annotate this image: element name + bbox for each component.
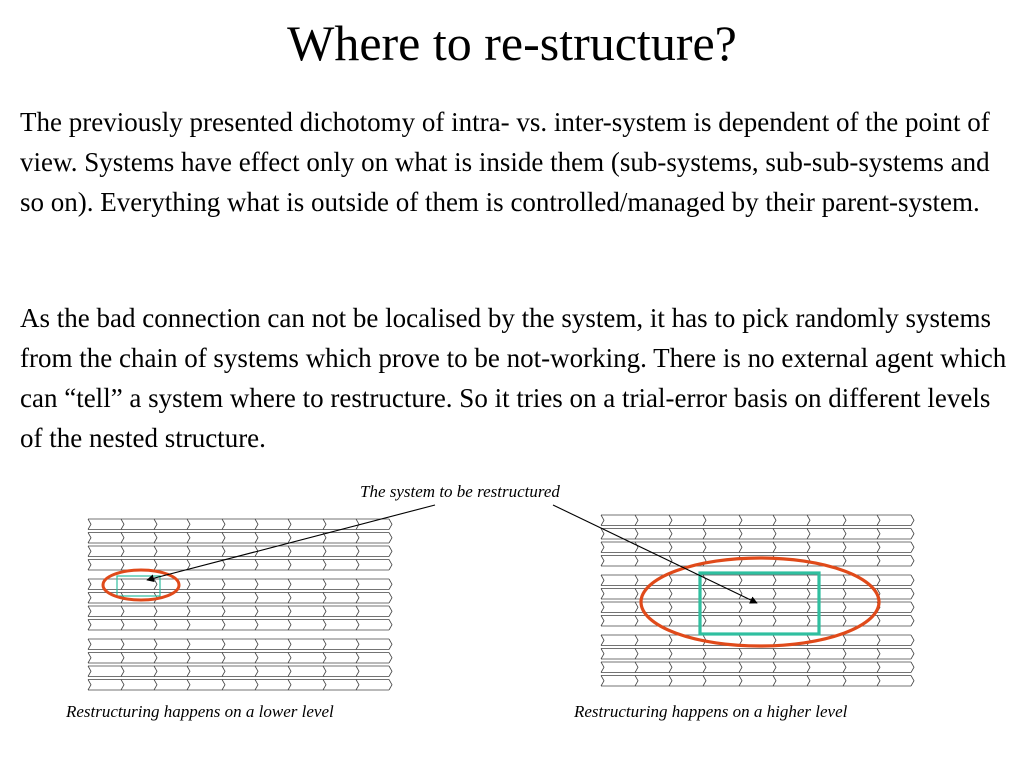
cell-connector	[807, 589, 810, 600]
cell-connector	[807, 602, 810, 613]
cell-connector	[389, 546, 392, 557]
cell-connector	[187, 639, 190, 650]
cell-connector	[773, 662, 776, 673]
cell-connector	[389, 560, 392, 571]
cell-connector	[877, 616, 880, 627]
cell-connector	[356, 666, 359, 677]
right-system-grid	[601, 515, 914, 686]
left-caption: Restructuring happens on a lower level	[66, 702, 334, 721]
cell-connector	[121, 593, 124, 604]
cell-connector	[877, 556, 880, 567]
cell-connector	[121, 666, 124, 677]
cell-connector	[356, 593, 359, 604]
cell-connector	[877, 649, 880, 660]
cell-connector	[222, 666, 225, 677]
cell-connector	[323, 533, 326, 544]
cell-connector	[635, 676, 638, 687]
cell-connector	[635, 589, 638, 600]
cell-connector	[356, 639, 359, 650]
cell-connector	[703, 542, 706, 553]
cell-connector	[187, 666, 190, 677]
cell-connector	[601, 529, 604, 540]
cell-connector	[154, 560, 157, 571]
cell-connector	[773, 602, 776, 613]
cell-connector	[703, 602, 706, 613]
cell-connector	[154, 519, 157, 530]
cell-connector	[911, 676, 914, 687]
cell-connector	[187, 579, 190, 590]
cell-connector	[323, 546, 326, 557]
cell-connector	[635, 602, 638, 613]
cell-connector	[121, 606, 124, 617]
cell-connector	[635, 556, 638, 567]
cell-connector	[773, 649, 776, 660]
cell-connector	[222, 606, 225, 617]
left-restructure-ellipse	[103, 570, 179, 600]
cell-connector	[739, 575, 742, 586]
cell-connector	[669, 616, 672, 627]
cell-connector	[601, 575, 604, 586]
cell-connector	[121, 533, 124, 544]
cell-connector	[669, 542, 672, 553]
cell-connector	[255, 639, 258, 650]
cell-connector	[843, 676, 846, 687]
cell-connector	[356, 533, 359, 544]
cell-connector	[187, 680, 190, 691]
cell-connector	[877, 529, 880, 540]
right-caption: Restructuring happens on a higher level	[574, 702, 848, 721]
cell-connector	[187, 560, 190, 571]
cell-connector	[635, 616, 638, 627]
cell-connector	[911, 515, 914, 526]
cell-connector	[288, 533, 291, 544]
cell-connector	[911, 529, 914, 540]
cell-connector	[255, 606, 258, 617]
slide-title: Where to re-structure?	[287, 15, 737, 71]
cell-connector	[877, 589, 880, 600]
cell-connector	[843, 662, 846, 673]
cell-connector	[601, 616, 604, 627]
cell-connector	[222, 680, 225, 691]
cell-connector	[877, 635, 880, 646]
cell-connector	[88, 666, 91, 677]
cell-connector	[288, 620, 291, 631]
cell-connector	[88, 579, 91, 590]
cell-connector	[601, 556, 604, 567]
cell-connector	[88, 560, 91, 571]
cell-connector	[121, 560, 124, 571]
cell-connector	[356, 519, 359, 530]
cell-connector	[911, 556, 914, 567]
cell-connector	[635, 515, 638, 526]
cell-connector	[807, 662, 810, 673]
cell-connector	[703, 589, 706, 600]
cell-connector	[669, 649, 672, 660]
cell-connector	[323, 639, 326, 650]
cell-connector	[635, 649, 638, 660]
cell-connector	[255, 546, 258, 557]
cell-connector	[773, 556, 776, 567]
cell-connector	[601, 676, 604, 687]
cell-connector	[255, 579, 258, 590]
cell-connector	[703, 662, 706, 673]
cell-connector	[703, 556, 706, 567]
left-highlight-box	[117, 576, 160, 596]
cell-connector	[669, 662, 672, 673]
cell-connector	[703, 515, 706, 526]
cell-connector	[703, 575, 706, 586]
cell-connector	[88, 546, 91, 557]
cell-connector	[601, 589, 604, 600]
cell-connector	[323, 593, 326, 604]
cell-connector	[843, 649, 846, 660]
cell-connector	[121, 680, 124, 691]
cell-connector	[323, 653, 326, 664]
cell-connector	[877, 575, 880, 586]
cell-connector	[703, 616, 706, 627]
cell-connector	[88, 606, 91, 617]
cell-connector	[121, 546, 124, 557]
cell-connector	[773, 589, 776, 600]
cell-connector	[288, 680, 291, 691]
cell-connector	[154, 533, 157, 544]
cell-connector	[88, 639, 91, 650]
cell-connector	[773, 542, 776, 553]
cell-connector	[187, 519, 190, 530]
cell-connector	[843, 602, 846, 613]
cell-connector	[356, 560, 359, 571]
cell-connector	[773, 676, 776, 687]
cell-connector	[807, 616, 810, 627]
paragraph-viewpoint: The previously presented dichotomy of intra- vs. inter-system is dependent of the point of view. Systems have effect only on what is inside them (sub-systems, sub-sub-systems and so on). Everything what is outside of them is controlled/managed by their parent-system.	[20, 107, 990, 217]
cell-connector	[601, 602, 604, 613]
cell-connector	[389, 680, 392, 691]
cell-connector	[356, 680, 359, 691]
cell-connector	[187, 533, 190, 544]
cell-connector	[601, 662, 604, 673]
cell-connector	[601, 649, 604, 660]
cell-connector	[288, 639, 291, 650]
cell-connector	[669, 556, 672, 567]
cell-connector	[255, 519, 258, 530]
right-highlight-box	[700, 573, 819, 634]
cell-connector	[389, 533, 392, 544]
overlays	[103, 505, 879, 646]
cell-connector	[911, 662, 914, 673]
cell-connector	[88, 653, 91, 664]
cell-connector	[389, 620, 392, 631]
cell-connector	[154, 653, 157, 664]
cell-connector	[389, 653, 392, 664]
cell-connector	[669, 575, 672, 586]
cell-connector	[255, 666, 258, 677]
cell-connector	[288, 579, 291, 590]
cell-connector	[773, 635, 776, 646]
cell-connector	[773, 575, 776, 586]
cell-connector	[635, 635, 638, 646]
cell-connector	[635, 575, 638, 586]
cell-connector	[187, 606, 190, 617]
cell-connector	[911, 649, 914, 660]
cell-connector	[222, 593, 225, 604]
cell-connector	[154, 606, 157, 617]
cell-connector	[843, 575, 846, 586]
cell-connector	[703, 529, 706, 540]
cell-connector	[703, 676, 706, 687]
cell-connector	[222, 560, 225, 571]
cell-connector	[389, 593, 392, 604]
cell-connector	[773, 616, 776, 627]
cell-connector	[739, 589, 742, 600]
cell-connector	[288, 606, 291, 617]
cell-connector	[154, 639, 157, 650]
cell-connector	[88, 593, 91, 604]
cell-connector	[323, 680, 326, 691]
cell-connector	[703, 635, 706, 646]
cell-connector	[389, 666, 392, 677]
cell-connector	[911, 635, 914, 646]
cell-connector	[323, 579, 326, 590]
cell-connector	[739, 515, 742, 526]
pointer-arrow-right	[553, 505, 757, 603]
cell-connector	[601, 635, 604, 646]
cell-connector	[323, 560, 326, 571]
cell-connector	[222, 533, 225, 544]
cell-connector	[843, 515, 846, 526]
cell-connector	[911, 589, 914, 600]
cell-connector	[739, 616, 742, 627]
cell-connector	[739, 649, 742, 660]
cell-connector	[154, 680, 157, 691]
cell-connector	[88, 533, 91, 544]
cell-connector	[187, 546, 190, 557]
cell-connector	[739, 542, 742, 553]
cell-connector	[222, 653, 225, 664]
cell-connector	[773, 529, 776, 540]
cell-connector	[356, 606, 359, 617]
left-system-grid	[88, 519, 392, 690]
cell-connector	[121, 639, 124, 650]
cell-connector	[843, 589, 846, 600]
cell-connector	[807, 676, 810, 687]
cell-connector	[288, 560, 291, 571]
cell-connector	[739, 602, 742, 613]
cell-connector	[222, 639, 225, 650]
right-restructure-ellipse	[641, 558, 879, 646]
cell-connector	[843, 529, 846, 540]
cell-connector	[323, 519, 326, 530]
cell-connector	[154, 546, 157, 557]
cell-connector	[601, 515, 604, 526]
cell-connector	[911, 602, 914, 613]
cell-connector	[154, 593, 157, 604]
cell-connector	[88, 620, 91, 631]
cell-connector	[255, 653, 258, 664]
cell-connector	[669, 515, 672, 526]
pointer-arrow-left	[147, 505, 435, 580]
cell-connector	[389, 519, 392, 530]
cell-connector	[255, 533, 258, 544]
cell-connector	[121, 579, 124, 590]
cell-connector	[669, 635, 672, 646]
cell-connector	[356, 546, 359, 557]
cell-connector	[255, 620, 258, 631]
cell-connector	[288, 593, 291, 604]
cell-connector	[389, 639, 392, 650]
cell-connector	[843, 635, 846, 646]
cell-connector	[356, 620, 359, 631]
cell-connector	[323, 606, 326, 617]
cell-connector	[877, 515, 880, 526]
cell-connector	[807, 556, 810, 567]
cell-connector	[222, 546, 225, 557]
cell-connector	[88, 519, 91, 530]
cell-connector	[843, 542, 846, 553]
cell-connector	[703, 649, 706, 660]
cell-connector	[187, 653, 190, 664]
cell-connector	[669, 589, 672, 600]
cell-connector	[154, 620, 157, 631]
paragraph-trial-error: As the bad connection can not be localised by the system, it has to pick randomly systems from the chain of systems which prove to be not-working. There is no external agent which can “tell” a system where to restructure. So it tries on a trial-error basis on different levels of the nested structure.	[20, 303, 1007, 453]
cell-connector	[187, 620, 190, 631]
cell-connector	[911, 616, 914, 627]
cell-connector	[222, 519, 225, 530]
cell-connector	[739, 662, 742, 673]
cell-connector	[255, 560, 258, 571]
cell-connector	[877, 602, 880, 613]
cell-connector	[288, 519, 291, 530]
cell-connector	[222, 579, 225, 590]
cell-connector	[121, 519, 124, 530]
cell-connector	[389, 606, 392, 617]
cell-connector	[739, 529, 742, 540]
cell-connector	[807, 635, 810, 646]
cell-connector	[389, 579, 392, 590]
cell-connector	[288, 546, 291, 557]
cell-connector	[88, 680, 91, 691]
cell-connector	[843, 616, 846, 627]
cell-connector	[773, 515, 776, 526]
cell-connector	[356, 653, 359, 664]
cell-connector	[669, 529, 672, 540]
cell-connector	[323, 666, 326, 677]
cell-connector	[154, 666, 157, 677]
cell-connector	[807, 575, 810, 586]
cell-connector	[255, 680, 258, 691]
cell-connector	[739, 556, 742, 567]
cell-connector	[635, 662, 638, 673]
cell-connector	[669, 602, 672, 613]
cell-connector	[877, 676, 880, 687]
cell-connector	[807, 542, 810, 553]
cell-connector	[911, 575, 914, 586]
cell-connector	[739, 676, 742, 687]
cell-connector	[121, 653, 124, 664]
cell-connector	[877, 542, 880, 553]
cell-connector	[739, 635, 742, 646]
cell-connector	[222, 620, 225, 631]
cell-connector	[288, 653, 291, 664]
cell-connector	[635, 542, 638, 553]
cell-connector	[601, 542, 604, 553]
pointer-label: The system to be restructured	[360, 482, 560, 501]
cell-connector	[843, 556, 846, 567]
cell-connector	[288, 666, 291, 677]
cell-connector	[255, 593, 258, 604]
cell-connector	[669, 676, 672, 687]
cell-connector	[807, 529, 810, 540]
cell-connector	[877, 662, 880, 673]
cell-connector	[356, 579, 359, 590]
cell-connector	[635, 529, 638, 540]
cell-connector	[187, 593, 190, 604]
cell-connector	[911, 542, 914, 553]
cell-connector	[121, 620, 124, 631]
cell-connector	[807, 649, 810, 660]
cell-connector	[154, 579, 157, 590]
cell-connector	[807, 515, 810, 526]
cell-connector	[323, 620, 326, 631]
